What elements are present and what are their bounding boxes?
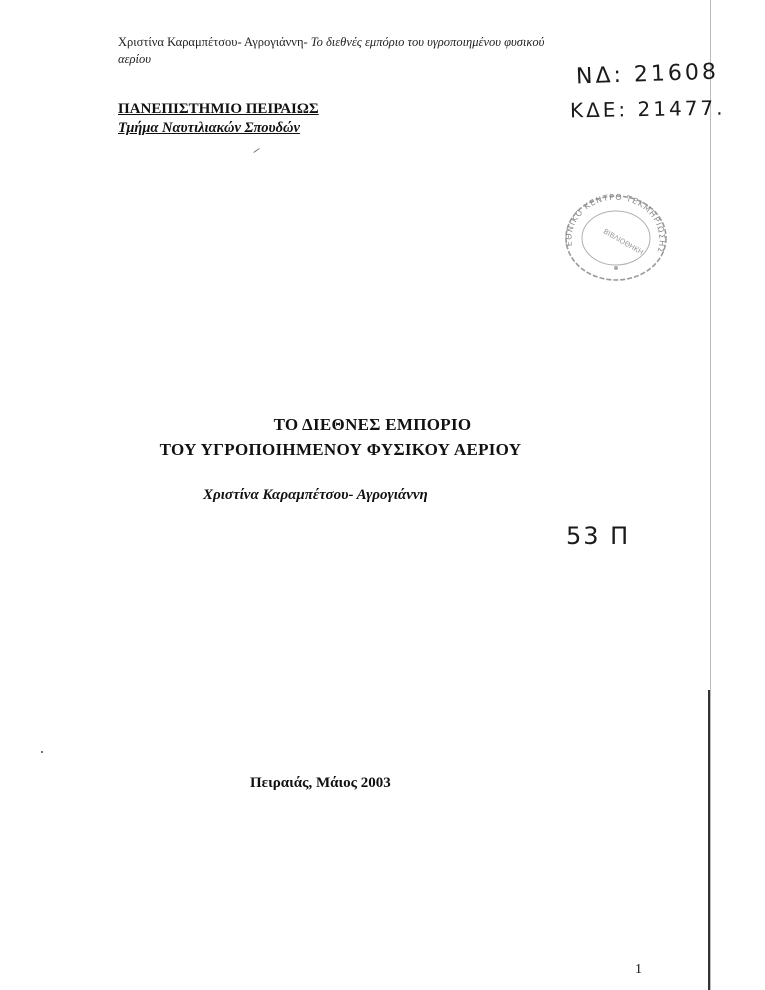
stray-mark (253, 148, 259, 153)
page-edge-shadow (708, 690, 710, 990)
page-edge-line (710, 0, 711, 990)
university-name: ΠΑΝΕΠΙΣΤΗΜΙΟ ΠΕΙΡΑΙΩΣ (118, 101, 319, 117)
stamp-inner-text: ΒΙΒΛΙΟΘΗΚΗ (601, 227, 645, 257)
running-header (118, 34, 658, 68)
department-name: Τμήμα Ναυτιλιακών Σπουδών (118, 120, 300, 136)
handwritten-nd-number: ΝΔ: 21608 (575, 59, 720, 90)
library-stamp (554, 186, 674, 286)
header-title-line1: Το διεθνές εμπόριο του υγροποιημένου φυσικού (310, 35, 545, 49)
place-date: Πειραιάς, Μάιος 2003 (250, 775, 391, 791)
header-title-line2: αερίου (118, 52, 151, 66)
handwritten-kde-number: ΚΔΕ: 21477. (569, 95, 726, 123)
header-author: Χριστίνα Καραμπέτσου- Αγρογιάννη- (118, 35, 308, 49)
document-author: Χριστίνα Καραμπέτσου- Αγρογιάννη (203, 487, 428, 503)
scan-speck (41, 751, 43, 753)
document-title-line1: ΤΟ ΔΙΕΘΝΕΣ ΕΜΠΟΡΙΟ (273, 415, 472, 434)
stamp-outer-text: ΕΘΝΙΚΟ ΚΕΝΤΡΟ ΤΕΚΜΗΡΙΩΣΗΣ (564, 192, 667, 255)
handwritten-code: 53 Π (566, 522, 631, 550)
page-number: 1 (635, 962, 642, 977)
document-title-line2: ΤΟΥ ΥΓΡΟΠΟΙΗΜΕΝΟΥ ΦΥΣΙΚΟΥ ΑΕΡΙΟΥ (159, 440, 522, 459)
